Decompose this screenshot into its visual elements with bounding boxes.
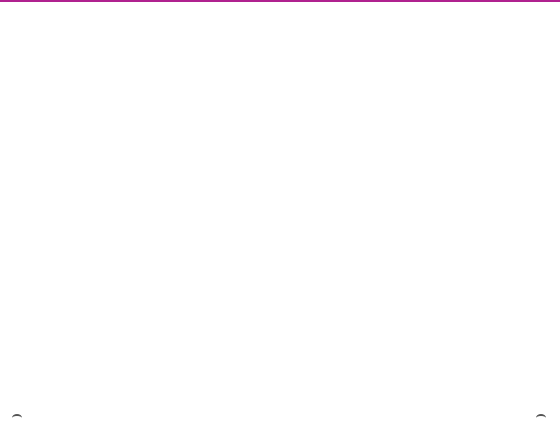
next-section-icon-fragment	[536, 414, 546, 422]
next-section-icon-fragment	[12, 414, 22, 422]
top-accent-rule	[0, 0, 560, 2]
